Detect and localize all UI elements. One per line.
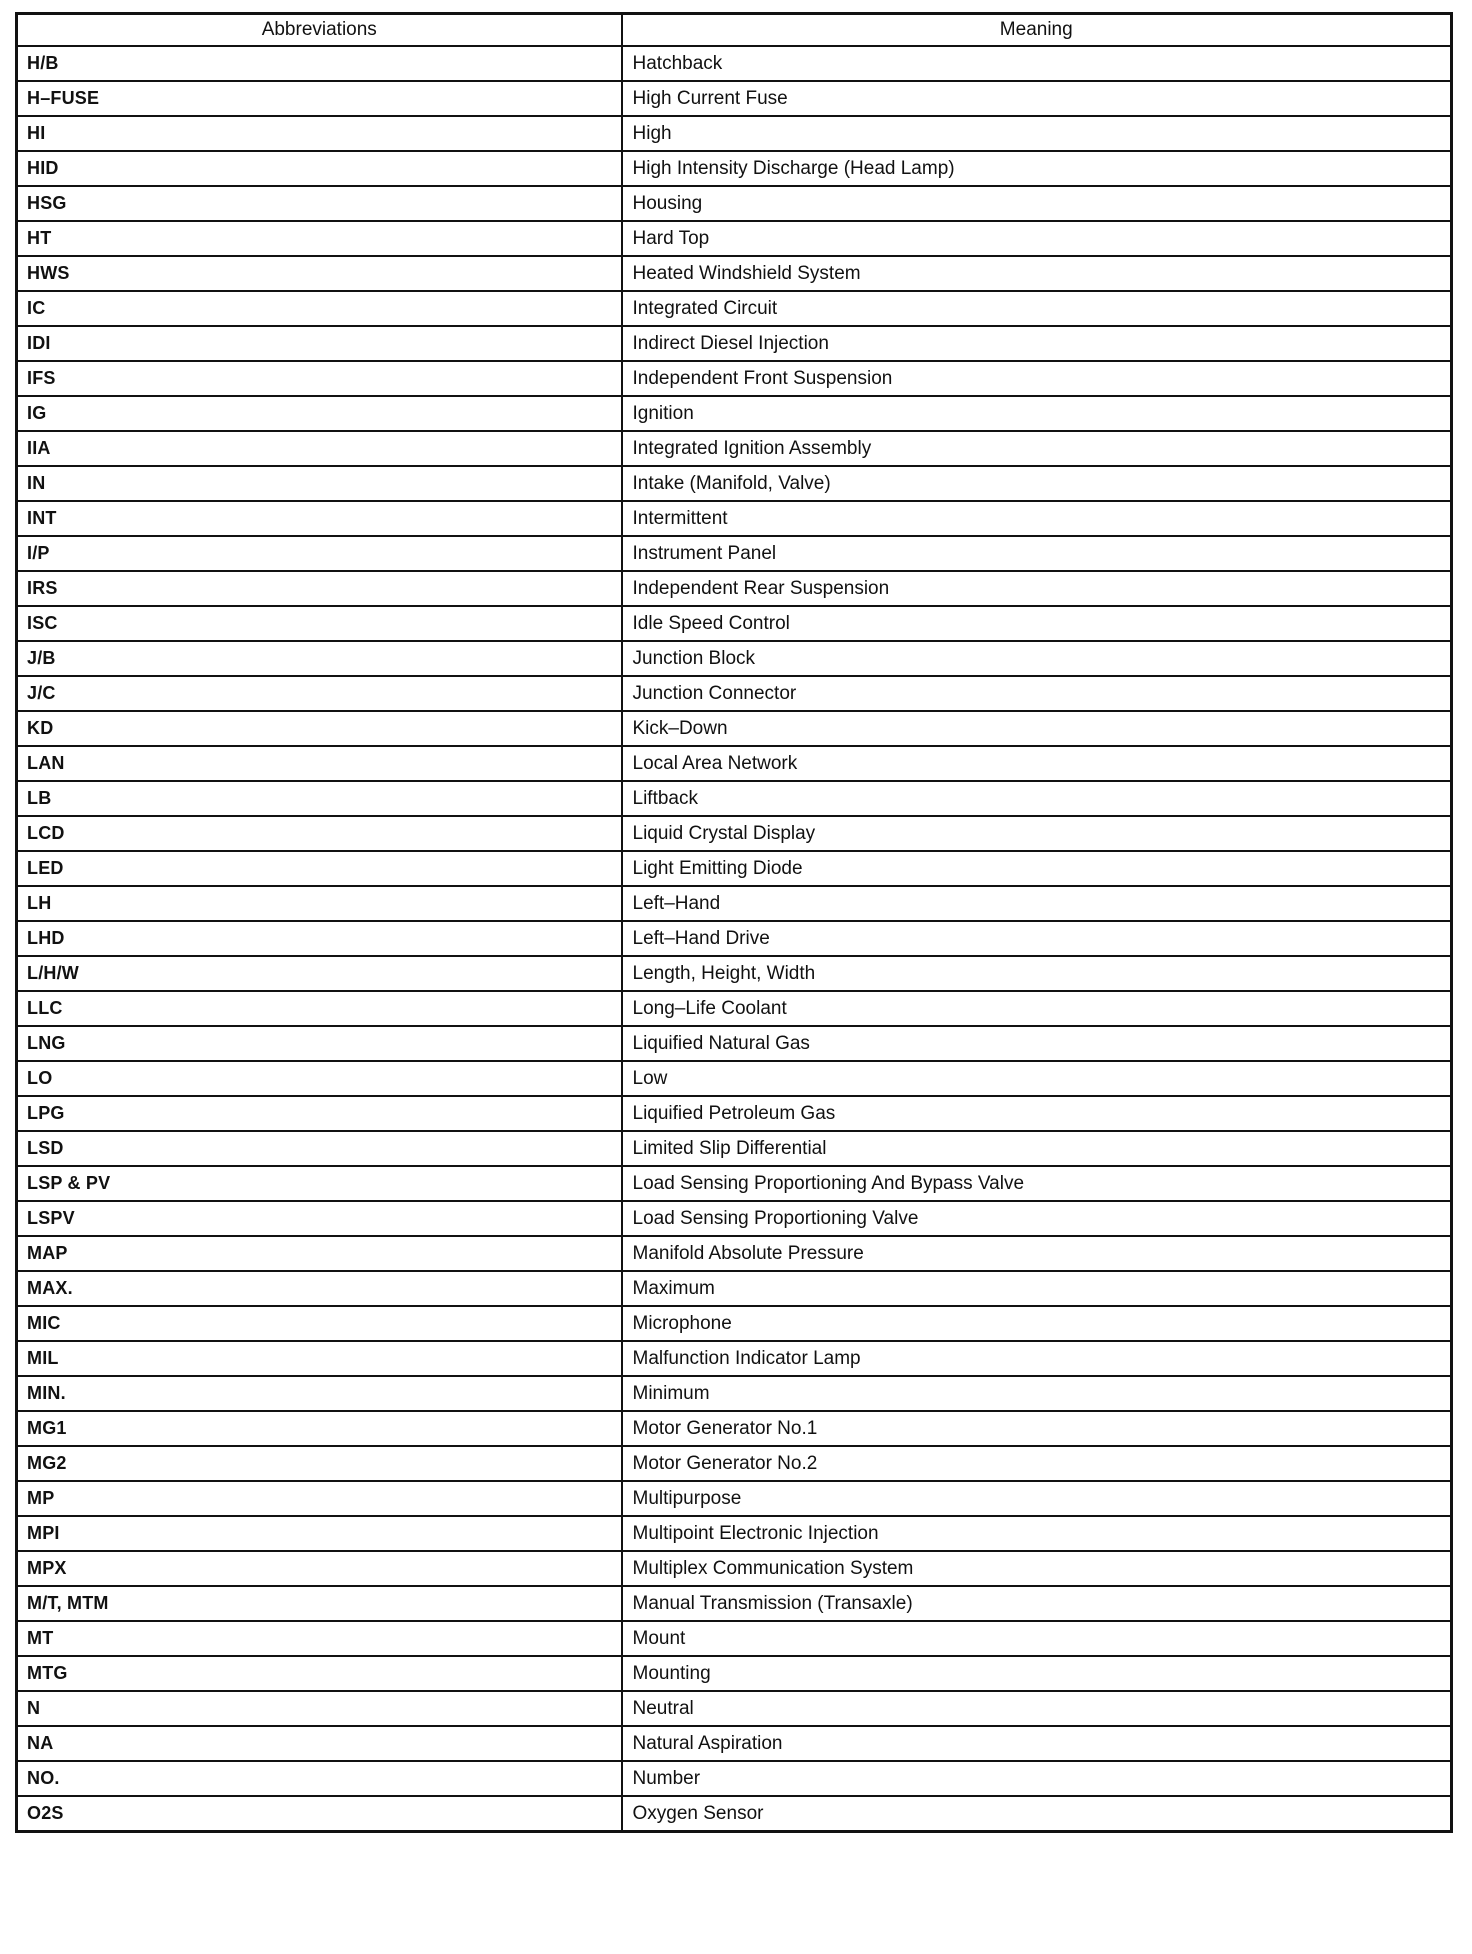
abbreviation-cell: LSP & PV	[17, 1166, 622, 1201]
meaning-cell: Integrated Ignition Assembly	[622, 431, 1452, 466]
abbreviation-cell: MPI	[17, 1516, 622, 1551]
abbreviation-cell: O2S	[17, 1796, 622, 1832]
abbreviation-cell: LSD	[17, 1131, 622, 1166]
meaning-cell: Mount	[622, 1621, 1452, 1656]
abbreviation-cell: LNG	[17, 1026, 622, 1061]
table-row	[17, 1691, 1452, 1726]
meaning-cell: Minimum	[622, 1376, 1452, 1411]
meaning-cell: Left–Hand	[622, 886, 1452, 921]
abbreviation-cell: MTG	[17, 1656, 622, 1691]
table-header	[17, 14, 1452, 47]
abbreviation-cell: IC	[17, 291, 622, 326]
meaning-cell: Manual Transmission (Transaxle)	[622, 1586, 1452, 1621]
abbreviation-cell: LPG	[17, 1096, 622, 1131]
table-row	[17, 1656, 1452, 1691]
table-row	[17, 781, 1452, 816]
meaning-cell: Junction Connector	[622, 676, 1452, 711]
abbreviation-cell: IFS	[17, 361, 622, 396]
meaning-cell: Light Emitting Diode	[622, 851, 1452, 886]
abbreviation-cell: H–FUSE	[17, 81, 622, 116]
abbreviation-cell: HSG	[17, 186, 622, 221]
abbreviation-cell: LB	[17, 781, 622, 816]
abbreviation-cell: IRS	[17, 571, 622, 606]
table-row	[17, 1271, 1452, 1306]
table-row	[17, 1481, 1452, 1516]
meaning-cell: Indirect Diesel Injection	[622, 326, 1452, 361]
table-row	[17, 1166, 1452, 1201]
meaning-cell: Manifold Absolute Pressure	[622, 1236, 1452, 1271]
abbreviation-cell: MIN.	[17, 1376, 622, 1411]
meaning-cell: High	[622, 116, 1452, 151]
abbreviation-cell: KD	[17, 711, 622, 746]
meaning-cell: Mounting	[622, 1656, 1452, 1691]
table-row	[17, 1516, 1452, 1551]
meaning-cell: Liftback	[622, 781, 1452, 816]
abbreviation-cell: NA	[17, 1726, 622, 1761]
meaning-cell: Limited Slip Differential	[622, 1131, 1452, 1166]
meaning-cell: Multipurpose	[622, 1481, 1452, 1516]
table-row	[17, 291, 1452, 326]
table-row	[17, 571, 1452, 606]
table-row	[17, 361, 1452, 396]
abbreviation-cell: H/B	[17, 46, 622, 81]
table-row	[17, 921, 1452, 956]
meaning-cell: Instrument Panel	[622, 536, 1452, 571]
table-row	[17, 1411, 1452, 1446]
table-row	[17, 746, 1452, 781]
meaning-cell: High Intensity Discharge (Head Lamp)	[622, 151, 1452, 186]
meaning-cell: Number	[622, 1761, 1452, 1796]
abbreviation-cell: IIA	[17, 431, 622, 466]
meaning-column-header: Meaning	[622, 14, 1452, 47]
table-row	[17, 606, 1452, 641]
abbreviation-cell: LHD	[17, 921, 622, 956]
meaning-cell: Intake (Manifold, Valve)	[622, 466, 1452, 501]
abbreviation-cell: HT	[17, 221, 622, 256]
abbreviation-cell: J/C	[17, 676, 622, 711]
table-row	[17, 1236, 1452, 1271]
abbreviation-cell: L/H/W	[17, 956, 622, 991]
table-row	[17, 1586, 1452, 1621]
table-row	[17, 221, 1452, 256]
table-row	[17, 396, 1452, 431]
meaning-cell: Length, Height, Width	[622, 956, 1452, 991]
table-row	[17, 151, 1452, 186]
meaning-cell: Liquified Petroleum Gas	[622, 1096, 1452, 1131]
abbreviation-cell: MT	[17, 1621, 622, 1656]
table-row	[17, 711, 1452, 746]
abbreviations-table	[15, 12, 1453, 1833]
meaning-cell: Local Area Network	[622, 746, 1452, 781]
table-row	[17, 501, 1452, 536]
abbreviation-cell: MP	[17, 1481, 622, 1516]
meaning-cell: Integrated Circuit	[622, 291, 1452, 326]
abbreviation-cell: HID	[17, 151, 622, 186]
table-row	[17, 1306, 1452, 1341]
abbreviation-cell: LED	[17, 851, 622, 886]
abbreviations-column-header: Abbreviations	[17, 14, 622, 47]
table-row	[17, 1726, 1452, 1761]
table-row	[17, 116, 1452, 151]
abbreviation-cell: IG	[17, 396, 622, 431]
table-row	[17, 1026, 1452, 1061]
meaning-cell: Microphone	[622, 1306, 1452, 1341]
table-row	[17, 956, 1452, 991]
abbreviation-cell: LCD	[17, 816, 622, 851]
abbreviation-cell: M/T, MTM	[17, 1586, 622, 1621]
table-row	[17, 1376, 1452, 1411]
table-row	[17, 1096, 1452, 1131]
abbreviation-cell: LAN	[17, 746, 622, 781]
abbreviation-cell: IDI	[17, 326, 622, 361]
abbreviation-cell: HWS	[17, 256, 622, 291]
meaning-cell: Liquid Crystal Display	[622, 816, 1452, 851]
meaning-cell: Multipoint Electronic Injection	[622, 1516, 1452, 1551]
abbreviation-cell: NO.	[17, 1761, 622, 1796]
table-row	[17, 256, 1452, 291]
meaning-cell: Housing	[622, 186, 1452, 221]
meaning-cell: Multiplex Communication System	[622, 1551, 1452, 1586]
abbreviation-cell: MIC	[17, 1306, 622, 1341]
table-row	[17, 1796, 1452, 1832]
abbreviation-cell: LLC	[17, 991, 622, 1026]
abbreviation-cell: LSPV	[17, 1201, 622, 1236]
table-row	[17, 186, 1452, 221]
table-row	[17, 1341, 1452, 1376]
table-row	[17, 991, 1452, 1026]
meaning-cell: Independent Front Suspension	[622, 361, 1452, 396]
meaning-cell: Kick–Down	[622, 711, 1452, 746]
abbreviation-cell: I/P	[17, 536, 622, 571]
meaning-cell: Malfunction Indicator Lamp	[622, 1341, 1452, 1376]
table-row	[17, 1551, 1452, 1586]
abbreviation-cell: LO	[17, 1061, 622, 1096]
table-row	[17, 1201, 1452, 1236]
meaning-cell: Heated Windshield System	[622, 256, 1452, 291]
meaning-cell: Ignition	[622, 396, 1452, 431]
abbreviation-cell: INT	[17, 501, 622, 536]
header-row	[17, 14, 1452, 47]
meaning-cell: High Current Fuse	[622, 81, 1452, 116]
abbreviation-cell: MIL	[17, 1341, 622, 1376]
abbreviation-cell: HI	[17, 116, 622, 151]
abbreviation-cell: IN	[17, 466, 622, 501]
abbreviation-cell: LH	[17, 886, 622, 921]
meaning-cell: Intermittent	[622, 501, 1452, 536]
meaning-cell: Motor Generator No.2	[622, 1446, 1452, 1481]
abbreviation-cell: ISC	[17, 606, 622, 641]
table-row	[17, 851, 1452, 886]
meaning-cell: Motor Generator No.1	[622, 1411, 1452, 1446]
table-row	[17, 1061, 1452, 1096]
table-row	[17, 1131, 1452, 1166]
meaning-cell: Hard Top	[622, 221, 1452, 256]
abbreviation-cell: N	[17, 1691, 622, 1726]
meaning-cell: Load Sensing Proportioning And Bypass Valve	[622, 1166, 1452, 1201]
table-row	[17, 816, 1452, 851]
meaning-cell: Maximum	[622, 1271, 1452, 1306]
table-row	[17, 886, 1452, 921]
abbreviation-cell: MAP	[17, 1236, 622, 1271]
meaning-cell: Long–Life Coolant	[622, 991, 1452, 1026]
table-row	[17, 1761, 1452, 1796]
table-row	[17, 81, 1452, 116]
table-body	[17, 46, 1452, 1832]
table-row	[17, 641, 1452, 676]
meaning-cell: Neutral	[622, 1691, 1452, 1726]
meaning-cell: Independent Rear Suspension	[622, 571, 1452, 606]
table-row	[17, 466, 1452, 501]
meaning-cell: Natural Aspiration	[622, 1726, 1452, 1761]
meaning-cell: Oxygen Sensor	[622, 1796, 1452, 1832]
table-row	[17, 326, 1452, 361]
meaning-cell: Hatchback	[622, 46, 1452, 81]
meaning-cell: Liquified Natural Gas	[622, 1026, 1452, 1061]
table-row	[17, 1621, 1452, 1656]
meaning-cell: Low	[622, 1061, 1452, 1096]
meaning-cell: Load Sensing Proportioning Valve	[622, 1201, 1452, 1236]
abbreviation-cell: J/B	[17, 641, 622, 676]
table-row	[17, 1446, 1452, 1481]
table-row	[17, 536, 1452, 571]
meaning-cell: Junction Block	[622, 641, 1452, 676]
table-row	[17, 431, 1452, 466]
abbreviation-cell: MG1	[17, 1411, 622, 1446]
abbreviation-cell: MG2	[17, 1446, 622, 1481]
table-row	[17, 46, 1452, 81]
table-row	[17, 676, 1452, 711]
abbreviation-cell: MAX.	[17, 1271, 622, 1306]
abbreviation-cell: MPX	[17, 1551, 622, 1586]
meaning-cell: Left–Hand Drive	[622, 921, 1452, 956]
meaning-cell: Idle Speed Control	[622, 606, 1452, 641]
